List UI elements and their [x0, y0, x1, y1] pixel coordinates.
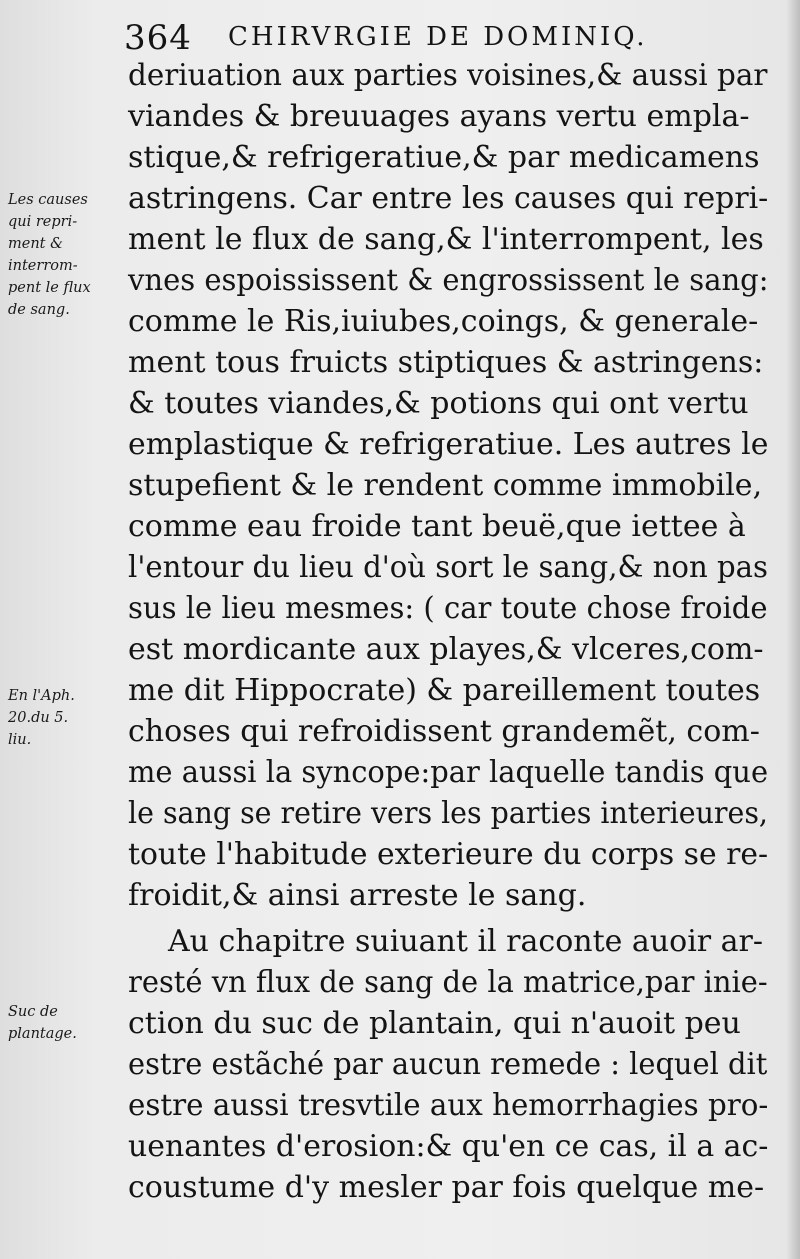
- text-line: ment le flux de sang,& l'interrompent, les: [128, 222, 764, 257]
- margin-note-plantain: [8, 1000, 128, 1044]
- text-line: viandes & breuuages ayans vertu empla-: [128, 99, 750, 134]
- margin-note-line: 20.du 5.: [8, 708, 69, 726]
- text-line: astringens. Car entre les causes qui repri-: [128, 181, 769, 216]
- margin-note-line: de sang.: [8, 300, 70, 318]
- margin-note-causes: [8, 188, 128, 320]
- paragraph-first-line: Au chapitre suiuant il raconte auoir ar-: [168, 924, 764, 959]
- margin-note-line: liu.: [8, 730, 32, 748]
- margin-note-aphorism: [8, 684, 128, 750]
- text-line: l'entour du lieu d'où sort le sang,& non pas: [128, 550, 768, 585]
- text-line: est mordicante aux playes,& vlceres,com-: [128, 632, 764, 667]
- text-line: toute l'habitude exterieure du corps se re-: [128, 837, 769, 872]
- page-number: 364: [124, 18, 192, 58]
- margin-note-line: pent le flux: [8, 278, 91, 296]
- text-line: choses qui refroidissent grandemẽt, com-: [128, 714, 760, 749]
- text-line: estre estãché par aucun remede : lequel dit: [128, 1047, 768, 1082]
- margin-note-line: En l'Aph.: [8, 686, 75, 704]
- text-line: comme le Ris,iuiubes,coings, & generale-: [128, 304, 759, 339]
- text-line: & toutes viandes,& potions qui ont vertu: [128, 386, 749, 421]
- text-line: coustume d'y mesler par fois quelque me-: [128, 1170, 765, 1205]
- text-line: vnes espoississent & engrossissent le sang:: [128, 263, 769, 298]
- text-line: le sang se retire vers les parties interieures,: [128, 796, 768, 831]
- text-line: uenantes d'erosion:& qu'en ce cas, il a ac-: [128, 1129, 769, 1164]
- text-line: ment tous fruicts stiptiques & astringens:: [128, 345, 764, 380]
- text-line: emplastique & refrigeratiue. Les autres le: [128, 427, 769, 462]
- margin-note-line: ment &: [8, 234, 64, 252]
- margin-note-line: Les causes: [8, 190, 88, 208]
- margin-note-line: interrom-: [8, 256, 78, 274]
- text-line: froidit,& ainsi arreste le sang.: [128, 878, 587, 913]
- text-line: estre aussi tresvtile aux hemorrhagies pro-: [128, 1088, 769, 1123]
- text-line: resté vn flux de sang de la matrice,par inie-: [128, 965, 768, 1000]
- text-line: ction du suc de plantain, qui n'auoit peu: [128, 1006, 741, 1041]
- running-title: CHIRVRGIE DE DOMINIQ.: [228, 22, 648, 52]
- text-line: stupefient & le rendent comme immobile,: [128, 468, 763, 503]
- margin-note-line: Suc de: [8, 1002, 58, 1020]
- text-line: me dit Hippocrate) & pareillement toutes: [128, 673, 761, 708]
- text-line: comme eau froide tant beuë,que iettee à: [128, 509, 746, 544]
- text-line: deriuation aux parties voisines,& aussi par: [128, 58, 768, 93]
- text-line: me aussi la syncope:par laquelle tandis que: [128, 755, 769, 790]
- text-line: sus le lieu mesmes: ( car toute chose froide: [128, 591, 768, 626]
- margin-note-line: qui repri-: [8, 212, 78, 230]
- margin-note-line: plantage.: [8, 1024, 77, 1042]
- margin-notes: [0, 0, 128, 1259]
- text-line: stique,& refrigeratiue,& par medicamens: [128, 140, 760, 175]
- gutter-shadow: [786, 0, 800, 1259]
